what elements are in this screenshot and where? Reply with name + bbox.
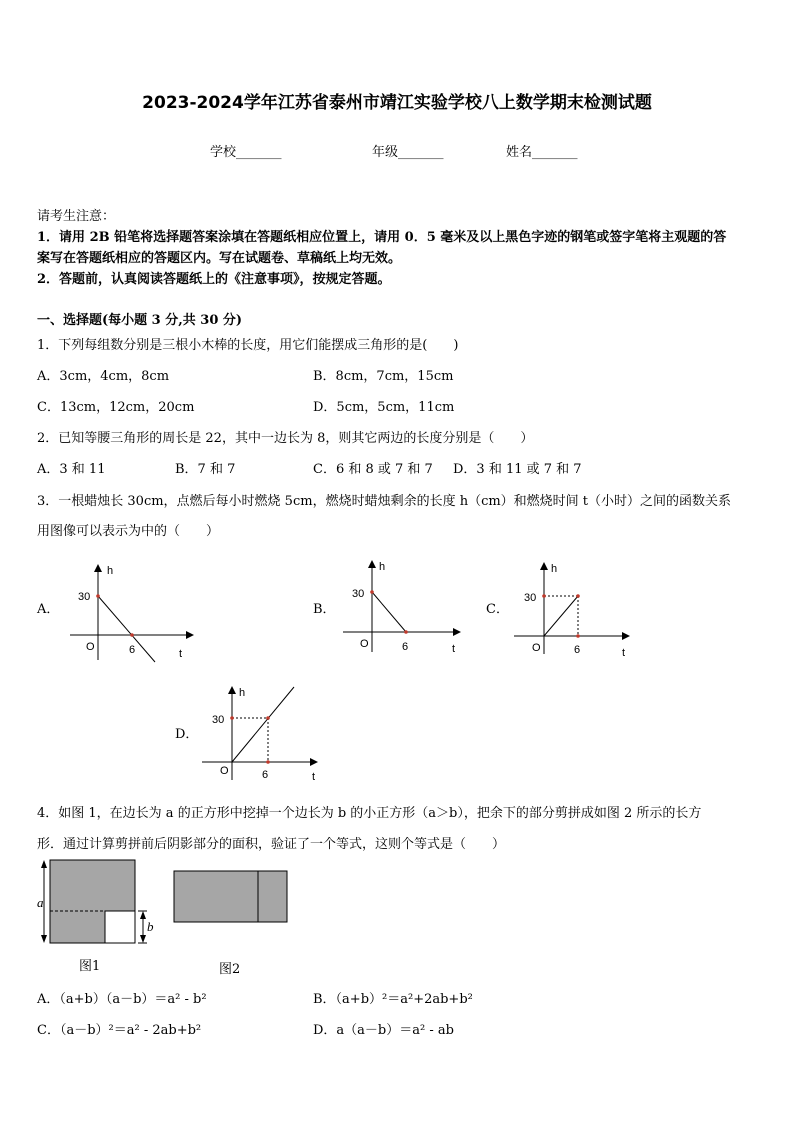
- graph-a-h-label: h: [107, 565, 114, 577]
- q4-option-b: B．（a+b）²＝a²+2ab+b²: [313, 992, 473, 1007]
- graph-c-t-label: t: [622, 647, 626, 659]
- school-field: 学校_______: [210, 145, 282, 160]
- notice-item-1a: 1．请用 2B 铅笔将选择题答案涂填在答题纸相应位置上，请用 0．5 毫米及以上黑色字迹的钢笔或签字笔将主观题的答: [37, 230, 727, 245]
- graph-d-h-label: h: [239, 687, 246, 699]
- graph-b-t-label: t: [452, 643, 456, 655]
- graph-b-h-label: h: [379, 561, 386, 573]
- q1-option-c: C．13cm，12cm，20cm: [37, 400, 195, 415]
- q2-stem: 2．已知等腰三角形的周长是 22，其中一边长为 8，则其它两边的长度分别是（ ）: [37, 431, 534, 446]
- q1-option-d: D．5cm，5cm，11cm: [313, 400, 455, 415]
- notice-item-1b: 案写在答题纸相应的答题区内。写在试题卷、草稿纸上均无效。: [37, 251, 402, 266]
- fig2-caption: 图2: [219, 962, 241, 977]
- q3-label-d: D．: [175, 727, 199, 742]
- q2-option-d: D．3 和 11 或 7 和 7: [453, 462, 582, 477]
- q4-option-d: D．a（a－b）＝a² - ab: [313, 1023, 454, 1038]
- q4-stem-a: 4．如图 1，在边长为 a 的正方形中挖掉一个边长为 b 的小正方形（a＞b），把余下的部分剪拼成如图 2 所示的长方: [37, 806, 702, 821]
- q3-graph-b: [335, 556, 465, 661]
- notice-heading: 请考生注意：: [37, 209, 116, 224]
- q3-graph-c: [508, 558, 638, 663]
- q3-label-a: A．: [37, 602, 60, 617]
- graph-b-6-label: 6: [402, 641, 409, 653]
- q3-label-c: C．: [486, 602, 509, 617]
- graph-c-h-label: h: [551, 563, 558, 575]
- q3-stem-b: 用图像可以表示为中的（ ）: [37, 524, 220, 539]
- graph-c-origin-label: O: [532, 642, 541, 654]
- q4-figure-2: [172, 868, 292, 926]
- graph-d-6-label: 6: [262, 769, 269, 781]
- graph-c-30-label: 30: [524, 592, 537, 604]
- q1-option-a: A．3cm，4cm，8cm: [37, 369, 170, 384]
- q3-graph-a: [60, 560, 200, 665]
- graph-d-t-label: t: [312, 771, 316, 783]
- name-field: 姓名_______: [506, 145, 578, 160]
- q2-option-a: A．3 和 11: [37, 462, 106, 477]
- fig1-a-label: a: [37, 895, 44, 910]
- graph-b-origin-label: O: [360, 638, 369, 650]
- graph-a-30-label: 30: [78, 591, 91, 603]
- q3-label-b: B．: [313, 602, 336, 617]
- q3-graph-d: [196, 682, 326, 787]
- graph-a-6-label: 6: [129, 644, 136, 656]
- graph-d-origin-label: O: [220, 765, 229, 777]
- q2-option-c: C．6 和 8 或 7 和 7: [313, 462, 433, 477]
- q4-option-c: C．（a－b）²＝a² - 2ab+b²: [37, 1023, 202, 1038]
- q4-figure-1: [34, 858, 164, 948]
- q1-stem: 1．下列每组数分别是三根小木棒的长度，用它们能摆成三角形的是( ): [37, 338, 459, 353]
- q1-option-b: B．8cm，7cm，15cm: [313, 369, 454, 384]
- graph-a-t-label: t: [179, 648, 183, 660]
- fig1-caption: 图1: [79, 959, 101, 974]
- q2-option-b: B．7 和 7: [175, 462, 236, 477]
- notice-item-2: 2．答题前，认真阅读答题纸上的《注意事项》，按规定答题。: [37, 272, 391, 287]
- graph-d-30-label: 30: [212, 714, 225, 726]
- page-title: 2023-2024学年江苏省泰州市靖江实验学校八上数学期末检测试题: [142, 93, 652, 113]
- graph-a-origin-label: O: [86, 641, 95, 653]
- q4-stem-b: 形．通过计算剪拼前后阴影部分的面积，验证了一个等式，这则个等式是（ ）: [37, 837, 506, 852]
- fig1-b-label: b: [147, 919, 154, 934]
- graph-c-6-label: 6: [574, 644, 581, 656]
- grade-field: 年级_______: [372, 145, 444, 160]
- q4-option-a: A．（a+b）（a－b）＝a² - b²: [37, 992, 207, 1007]
- q3-stem-a: 3．一根蜡烛长 30cm，点燃后每小时燃烧 5cm，燃烧时蜡烛剩余的长度 h（cm）和燃烧时间 t（小时）之间的函数关系: [37, 494, 732, 509]
- graph-b-30-label: 30: [352, 588, 365, 600]
- section-heading: 一、选择题(每小题 3 分,共 30 分): [37, 313, 243, 328]
